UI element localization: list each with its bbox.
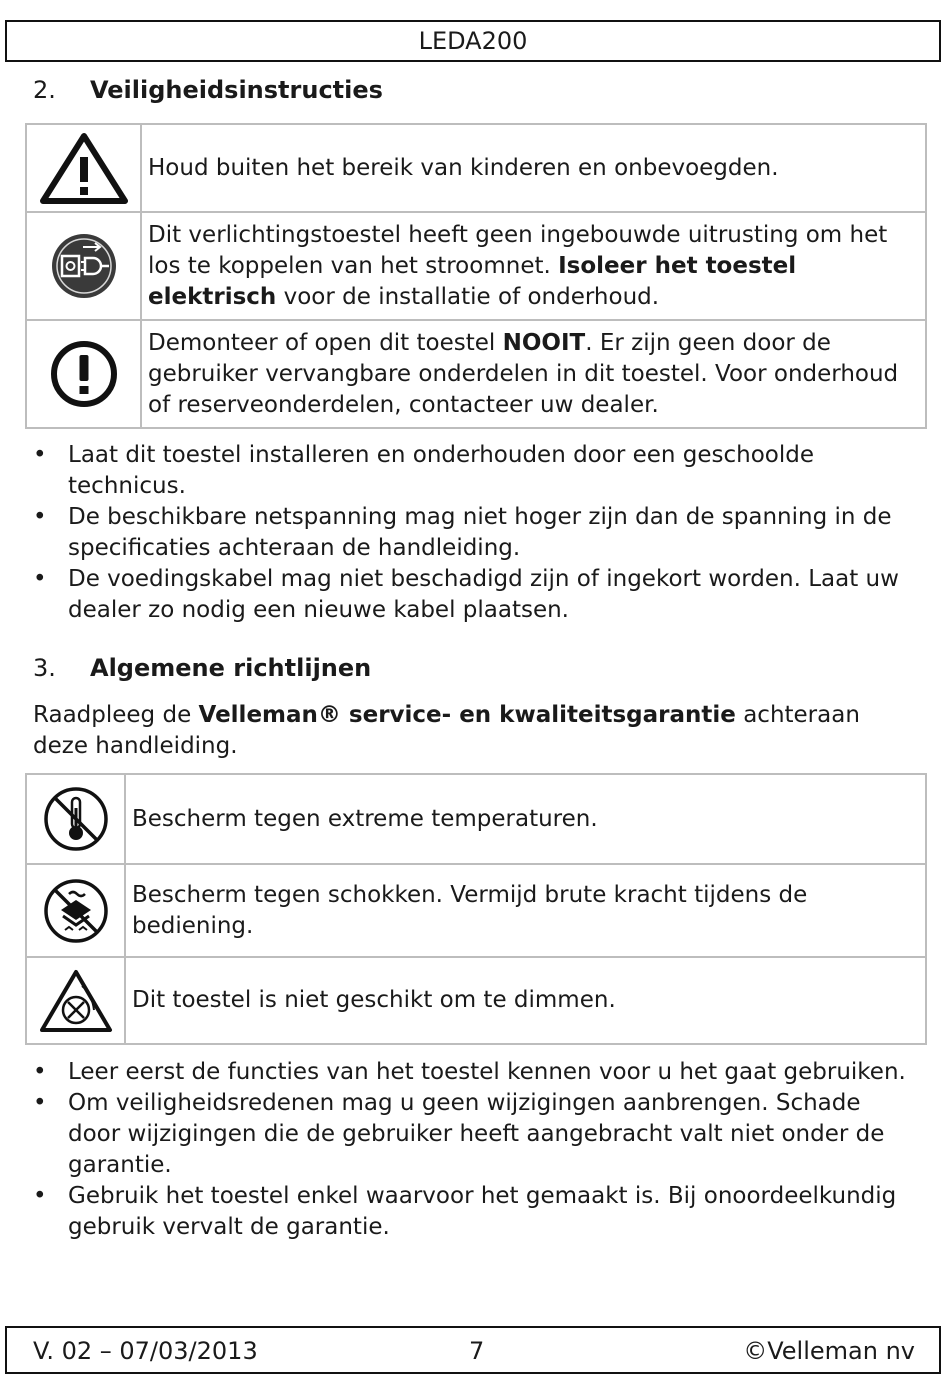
- guidelines-symbols-table: [25, 773, 927, 1045]
- guidelines-bullet-list: [33, 1057, 913, 1243]
- section-title: Algemene richtlijnen: [90, 654, 372, 682]
- version-date: V. 02 – 07/03/2013: [33, 1337, 258, 1365]
- disconnect-plug-icon: [49, 231, 119, 301]
- no-dimmer-icon: [38, 968, 114, 1034]
- table-row: [26, 124, 926, 212]
- text-part: Dit verlichtingstoestel heeft geen ingebouwde uitrusting om het los te koppelen van het stroomnet.: [148, 221, 888, 279]
- text-part: . Er zijn geen door de gebruiker vervangbare onderdelen in dit toestel. Voor onderhoud of reserveonderdelen, contacteer uw dealer.: [148, 329, 899, 418]
- page-number: 7: [469, 1337, 485, 1365]
- document-header: [5, 20, 941, 62]
- table-row: [26, 957, 926, 1044]
- table-row: [26, 864, 926, 957]
- document-footer: [5, 1326, 941, 1374]
- model-title: LEDA200: [418, 27, 528, 55]
- icon-cell: [26, 864, 125, 957]
- section-title: Veiligheidsinstructies: [90, 76, 383, 104]
- section-2-heading: [33, 76, 383, 104]
- no-temperature-icon: [41, 784, 111, 854]
- table-text: [141, 212, 926, 320]
- icon-cell: [26, 957, 125, 1044]
- text-part: Demonteer of open dit toestel: [148, 329, 503, 356]
- table-text: Dit toestel is niet geschikt om te dimmen.: [125, 957, 926, 1044]
- text-part: voor de installatie of onderhoud.: [276, 283, 660, 310]
- warning-triangle-icon: [39, 131, 129, 205]
- list-item: • Gebruik het toestel enkel waarvoor het gemaakt is. Bij onoordeelkundig gebruik vervalt de garantie.: [33, 1181, 913, 1243]
- text-part: achteraan deze handleiding.: [33, 702, 860, 759]
- list-item: • Leer eerst de functies van het toestel kennen voor u het gaat gebruiken.: [33, 1057, 913, 1088]
- text-part: Raadpleeg de: [33, 702, 199, 728]
- copyright: ©Velleman nv: [743, 1337, 915, 1365]
- bold-text: Velleman® service- en kwaliteitsgarantie: [198, 702, 736, 728]
- bold-text: NOOIT: [502, 329, 586, 356]
- table-row: [26, 774, 926, 864]
- warranty-paragraph: [33, 700, 913, 762]
- list-item: • Om veiligheidsredenen mag u geen wijzigingen aanbrengen. Schade door wijzigingen die de gebruiker heeft aangebracht valt niet onder de garantie.: [33, 1088, 913, 1181]
- safety-bullet-list: [33, 440, 913, 626]
- table-text: [141, 320, 926, 428]
- table-text: Bescherm tegen extreme temperaturen.: [125, 774, 926, 864]
- table-text: Bescherm tegen schokken. Vermijd brute kracht tijdens de bediening.: [125, 864, 926, 957]
- section-number: 3.: [33, 654, 56, 682]
- list-item: • De voedingskabel mag niet beschadigd zijn of ingekort worden. Laat uw dealer zo nodig een nieuwe kabel plaatsen.: [33, 564, 913, 626]
- section-3-heading: [33, 654, 371, 682]
- list-item: • Laat dit toestel installeren en onderhouden door een geschoolde technicus.: [33, 440, 913, 502]
- no-shock-icon: [41, 876, 111, 946]
- icon-cell: [26, 320, 141, 428]
- table-text: Houd buiten het bereik van kinderen en onbevoegden.: [141, 124, 926, 212]
- list-item: • De beschikbare netspanning mag niet hoger zijn dan de spanning in de specificaties achteraan de handleiding.: [33, 502, 913, 564]
- table-row: [26, 320, 926, 428]
- bold-text: Isoleer het toestel elektrisch: [148, 252, 797, 310]
- section-number: 2.: [33, 76, 56, 104]
- icon-cell: [26, 774, 125, 864]
- exclamation-circle-icon: [49, 339, 119, 409]
- icon-cell: [26, 212, 141, 320]
- safety-symbols-table: [25, 123, 927, 429]
- icon-cell: [26, 124, 141, 212]
- table-row: [26, 212, 926, 320]
